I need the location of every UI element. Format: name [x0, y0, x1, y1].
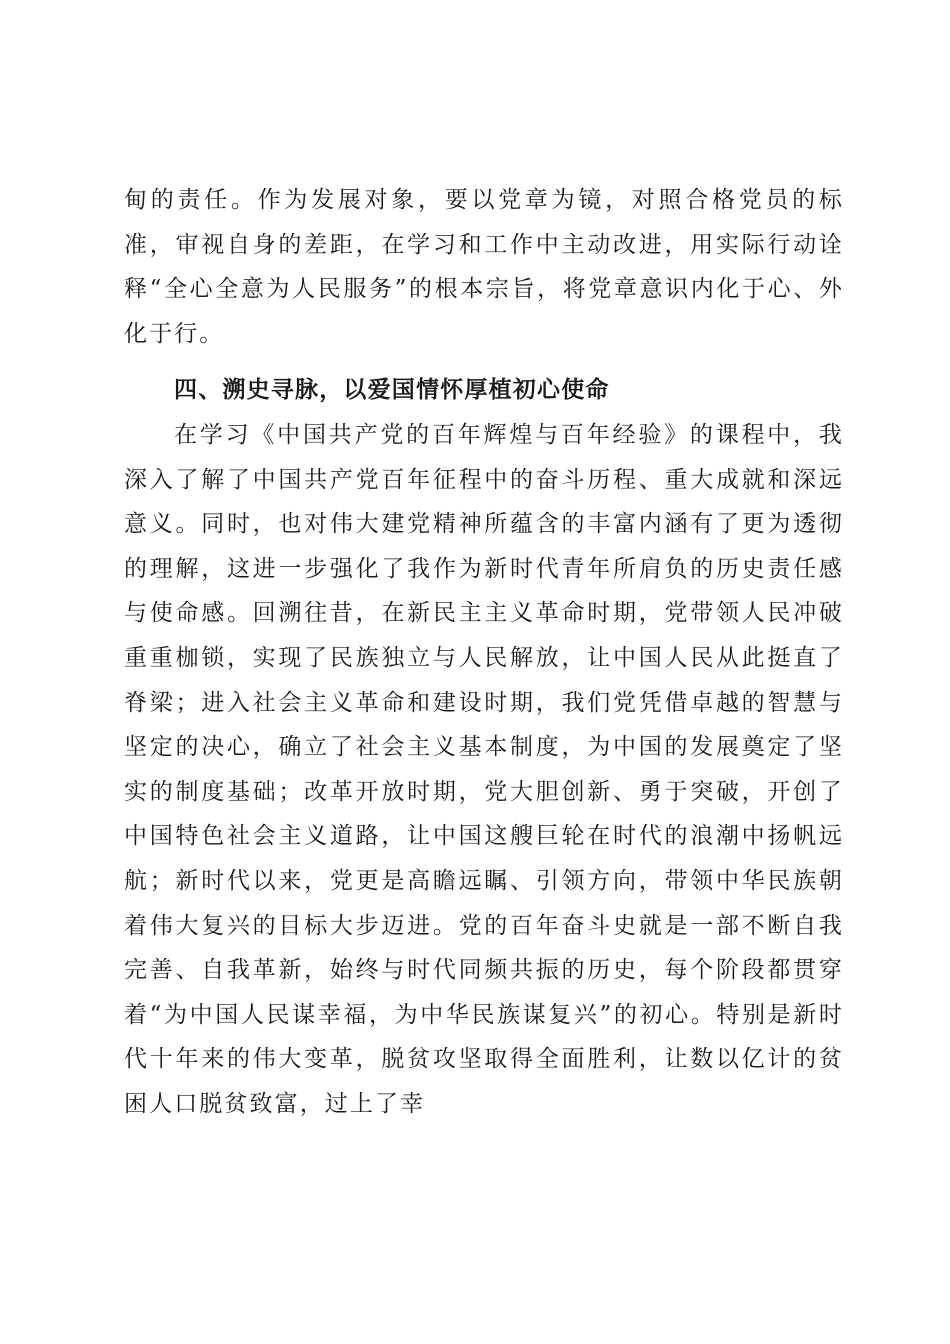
continued-paragraph: 甸的责任。作为发展对象，要以党章为镜，对照合格党员的标准，审视自身的差距，在学习和工作中主动改进，用实际行动诠释“全心全意为人民服务”的根本宗旨，将党章意识内化于心、外化于行。 — [124, 187, 844, 347]
body-paragraph: 在学习《中国共产党的百年辉煌与百年经验》的课程中，我深入了解了中国共产党百年征程中的奋斗历程、重大成就和深远意义。同时，也对伟大建党精神所蕴含的丰富内涵有了更为透彻的理解，这进一步强化了我作为新时代青年所肩负的历史责任感与使命感。回溯往昔，在新民主主义革命时期，党带领人民冲破重重枷锁，实现了民族独立与人民解放，让中国人民从此挺直了脊梁；进入社会主义革命和建设时期，我们党凭借卓越的智慧与坚定的决心，确立了社会主义基本制度，为中国的发展奠定了坚实的制度基础；改革开放时期，党大胆创新、勇于突破，开创了中国特色社会主义道路，让中国这艘巨轮在时代的浪潮中扬帆远航；新时代以来，党更是高瞻远瞩、引领方向，带领中华民族朝着伟大复兴的目标大步迈进。党的百年奋斗史就是一部不断自我完善、自我革新，始终与时代同频共振的历史，每个阶段都贯穿着“为中国人民谋幸福，为中华民族谋复兴”的初心。特别是新时代十年来的伟大变革，脱贫攻坚取得全面胜利，让数以亿计的贫困人口脱贫致富，过上了幸 — [124, 421, 844, 1117]
section-heading: 四、溯史寻脉，以爱国情怀厚植初心使命 — [174, 377, 610, 404]
document-body — [124, 178, 844, 1126]
